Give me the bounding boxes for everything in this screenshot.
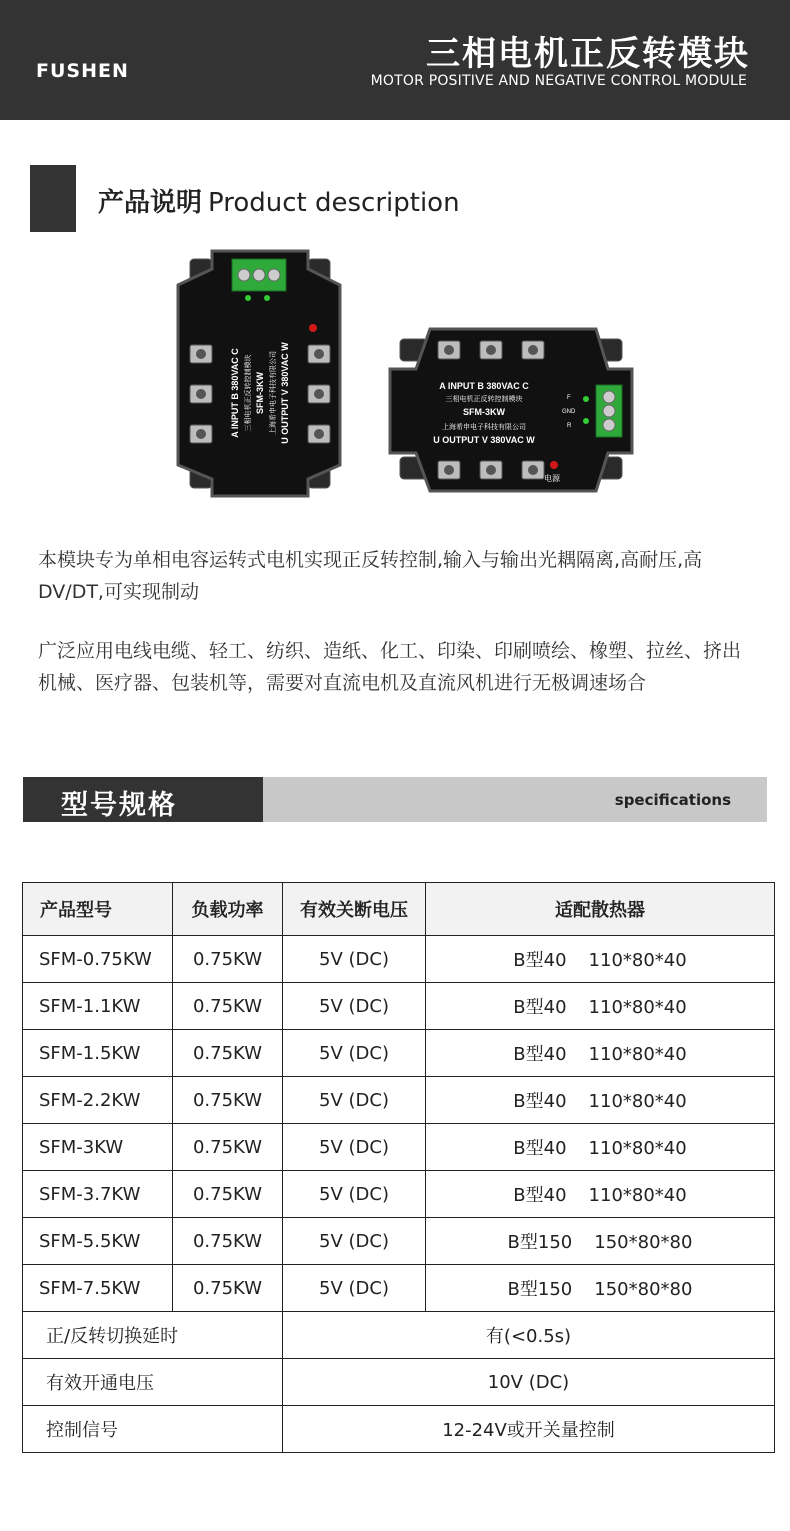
cell-model: SFM-3.7KW	[23, 1171, 173, 1218]
svg-text:SFM-3KW: SFM-3KW	[463, 407, 505, 417]
cell-off-voltage: 5V (DC)	[283, 1218, 426, 1265]
product-section-title	[98, 182, 460, 219]
cell-heatsink: B型40 110*80*40	[426, 936, 775, 983]
cell-off-voltage: 5V (DC)	[283, 1124, 426, 1171]
description-paragraph-1: 本模块专为单相电容运转式电机实现正反转控制,输入与输出光耦隔离,高耐压,高DV/DT,可实现制动	[38, 549, 703, 603]
cell-power: 0.75KW	[173, 1077, 283, 1124]
cell-model: SFM-2.2KW	[23, 1077, 173, 1124]
spec-table	[22, 882, 775, 1453]
cell-heatsink: B型150 150*80*80	[426, 1265, 775, 1312]
table-row	[23, 1171, 775, 1218]
table-row	[23, 936, 775, 983]
footer-value: 有(<0.5s)	[283, 1312, 775, 1359]
module-image-vertical	[172, 247, 348, 500]
cell-off-voltage: 5V (DC)	[283, 1030, 426, 1077]
table-row	[23, 1124, 775, 1171]
power-led	[550, 461, 558, 469]
cell-power: 0.75KW	[173, 1265, 283, 1312]
table-footer-row	[23, 1359, 775, 1406]
cell-power: 0.75KW	[173, 1030, 283, 1077]
header-off-voltage: 有效关断电压	[283, 883, 426, 936]
cell-heatsink: B型40 110*80*40	[426, 1171, 775, 1218]
cell-model: SFM-3KW	[23, 1124, 173, 1171]
cell-heatsink: B型150 150*80*80	[426, 1218, 775, 1265]
cell-off-voltage: 5V (DC)	[283, 1265, 426, 1312]
svg-text:F: F	[567, 395, 571, 401]
header-power: 负载功率	[173, 883, 283, 936]
cell-model: SFM-1.1KW	[23, 983, 173, 1030]
cell-power: 0.75KW	[173, 936, 283, 983]
power-led	[309, 324, 317, 332]
spec-section-bar	[23, 777, 767, 822]
brand-name: FUSHEN	[36, 60, 129, 82]
svg-text:A INPUT B 380VAC C: A INPUT B 380VAC C	[439, 381, 529, 391]
footer-label: 控制信号	[23, 1406, 283, 1453]
cell-off-voltage: 5V (DC)	[283, 936, 426, 983]
svg-text:U OUTPUT V 380VAC W: U OUTPUT V 380VAC W	[280, 342, 290, 444]
cell-power: 0.75KW	[173, 1218, 283, 1265]
footer-label: 有效开通电压	[23, 1359, 283, 1406]
description-paragraph-2: 广泛应用电线电缆、轻工、纺织、造纸、化工、印染、印刷喷绘、橡塑、拉丝、挤出机械、医疗器、包装机等，需要对直流电机及直流风机进行无极调速场合	[38, 640, 742, 694]
cell-power: 0.75KW	[173, 983, 283, 1030]
table-footer-row	[23, 1312, 775, 1359]
table-row	[23, 983, 775, 1030]
table-footer-row	[23, 1406, 775, 1453]
svg-text:SFM-3KW: SFM-3KW	[255, 372, 265, 414]
page-title: 三相电机正反转模块	[426, 34, 750, 74]
cell-heatsink: B型40 110*80*40	[426, 1030, 775, 1077]
svg-text:上海希申电子科技有限公司: 上海希申电子科技有限公司	[270, 351, 277, 435]
cell-off-voltage: 5V (DC)	[283, 1077, 426, 1124]
svg-text:三相电机正反转控制模块: 三相电机正反转控制模块	[445, 396, 523, 403]
page-subtitle: MOTOR POSITIVE AND NEGATIVE CONTROL MODULE	[370, 73, 747, 89]
table-row	[23, 1265, 775, 1312]
module-image-horizontal	[386, 323, 636, 495]
table-row	[23, 1218, 775, 1265]
table-row	[23, 1030, 775, 1077]
svg-text:上海希申电子科技有限公司: 上海希申电子科技有限公司	[442, 424, 526, 431]
cell-model: SFM-0.75KW	[23, 936, 173, 983]
cell-heatsink: B型40 110*80*40	[426, 1124, 775, 1171]
spec-section-title: 型号规格	[61, 790, 177, 821]
header-model: 产品型号	[23, 883, 173, 936]
cell-heatsink: B型40 110*80*40	[426, 983, 775, 1030]
svg-text:R: R	[567, 423, 572, 429]
section-marker	[30, 165, 76, 232]
header-heatsink: 适配散热器	[426, 883, 775, 936]
cell-heatsink: B型40 110*80*40	[426, 1077, 775, 1124]
footer-value: 10V (DC)	[283, 1359, 775, 1406]
cell-off-voltage: 5V (DC)	[283, 1171, 426, 1218]
svg-text:GND: GND	[562, 409, 576, 415]
spec-section-subtitle: specifications	[614, 791, 731, 809]
svg-text:A INPUT B 380VAC C: A INPUT B 380VAC C	[230, 348, 240, 438]
cell-power: 0.75KW	[173, 1171, 283, 1218]
cell-model: SFM-1.5KW	[23, 1030, 173, 1077]
svg-text:三相电机正反转控制模块: 三相电机正反转控制模块	[245, 354, 252, 432]
cell-off-voltage: 5V (DC)	[283, 983, 426, 1030]
header-bar	[0, 0, 790, 120]
cell-power: 0.75KW	[173, 1124, 283, 1171]
svg-text:U OUTPUT V 380VAC W: U OUTPUT V 380VAC W	[433, 435, 535, 445]
cell-model: SFM-5.5KW	[23, 1218, 173, 1265]
cell-model: SFM-7.5KW	[23, 1265, 173, 1312]
product-section-title-cn: 产品说明	[98, 188, 203, 218]
table-header-row	[23, 883, 775, 936]
svg-text:电源: 电源	[544, 474, 560, 483]
footer-label: 正/反转切换延时	[23, 1312, 283, 1359]
footer-value: 12-24V或开关量控制	[283, 1406, 775, 1453]
product-section-title-en: Product description	[208, 188, 460, 218]
table-row	[23, 1077, 775, 1124]
